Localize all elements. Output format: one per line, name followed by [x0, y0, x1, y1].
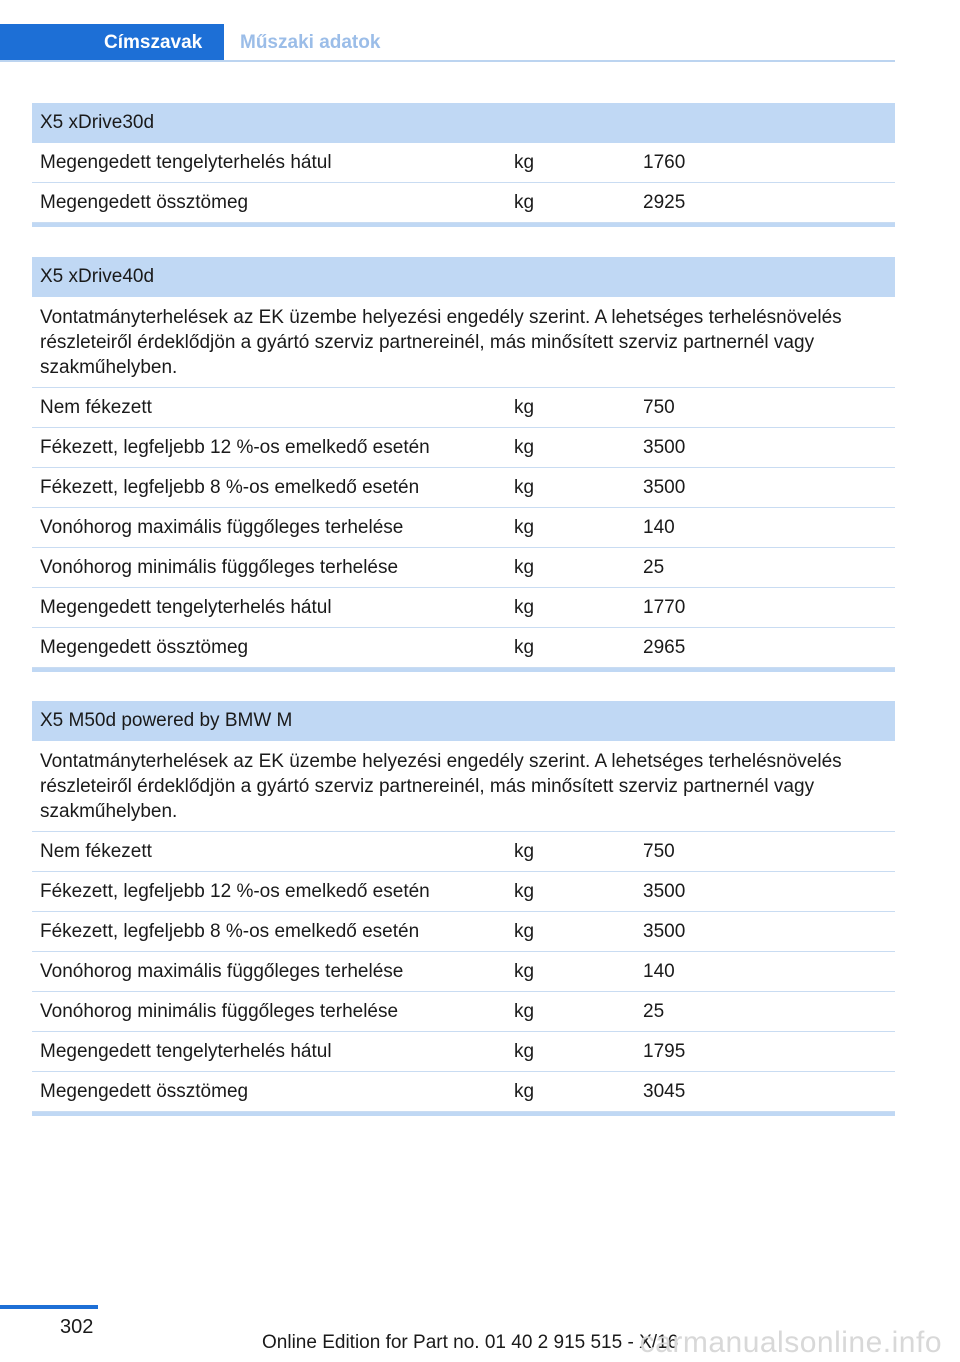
page-number: 302	[60, 1316, 94, 1338]
row-value: 2925	[643, 192, 686, 213]
table-title: X5 xDrive30d	[32, 103, 895, 143]
row-value: 3500	[643, 921, 686, 942]
row-label: Nem fékezett	[40, 397, 152, 418]
table-row	[32, 992, 895, 1032]
row-unit: kg	[514, 152, 535, 173]
row-label: Fékezett, legfeljebb 8 %-os emelkedő esetén	[40, 477, 420, 498]
row-unit: kg	[514, 437, 535, 458]
row-unit: kg	[514, 1001, 535, 1022]
table-row	[32, 183, 895, 223]
row-unit: kg	[514, 637, 535, 658]
row-unit: kg	[514, 597, 535, 618]
row-value: 3500	[643, 477, 686, 498]
spec-table-xdrive40d	[32, 257, 895, 672]
table-row	[32, 143, 895, 183]
tab-cimszavak[interactable]: Címszavak	[0, 24, 224, 62]
page-number-bar	[0, 1305, 98, 1309]
row-label: Megengedett tengelyterhelés hátul	[40, 152, 332, 173]
row-label: Nem fékezett	[40, 841, 152, 862]
row-label: Fékezett, legfeljebb 8 %-os emelkedő esetén	[40, 921, 420, 942]
row-value: 25	[643, 557, 665, 578]
table-title: X5 M50d powered by BMW M	[32, 701, 895, 741]
row-label: Vonóhorog maximális függőleges terhelése	[40, 961, 404, 982]
table-row	[32, 428, 895, 468]
row-value: 2965	[643, 637, 686, 658]
row-value: 1760	[643, 152, 686, 173]
row-value: 1770	[643, 597, 686, 618]
row-value: 750	[643, 841, 675, 862]
table-row	[32, 912, 895, 952]
table-row	[32, 588, 895, 628]
row-unit: kg	[514, 1081, 535, 1102]
row-label: Megengedett össztömeg	[40, 637, 249, 658]
row-unit: kg	[514, 397, 535, 418]
table-row	[32, 388, 895, 428]
spec-table-m50d	[32, 701, 895, 1116]
table-row	[32, 548, 895, 588]
row-unit: kg	[514, 192, 535, 213]
row-label: Fékezett, legfeljebb 12 %-os emelkedő esetén	[40, 437, 430, 458]
table-note: Vontatmányterhelések az EK üzembe helyezési engedély szerint. A lehetséges terhelésnövelés részleteiről érdeklődjön a gyártó szerviz partnereinél, más minősített szerviz partnernél vagy szakműhelyben.	[32, 741, 895, 832]
row-label: Vonóhorog minimális függőleges terhelése	[40, 557, 399, 578]
tab-muszaki-adatok[interactable]: Műszaki adatok	[240, 32, 381, 53]
header-bar	[0, 24, 895, 62]
table-row	[32, 952, 895, 992]
watermark: carmanualsonline.info	[639, 1326, 942, 1359]
footer-edition: Online Edition for Part no. 01 40 2 915 515 - X/16	[262, 1332, 679, 1353]
table-row	[32, 832, 895, 872]
row-unit: kg	[514, 881, 535, 902]
table-row	[32, 872, 895, 912]
row-label: Vonóhorog minimális függőleges terhelése	[40, 1001, 399, 1022]
table-note: Vontatmányterhelések az EK üzembe helyezési engedély szerint. A lehetséges terhelésnövelés részleteiről érdeklődjön a gyártó szerviz partnereinél, más minősített szerviz partnernél vagy szakműhelyben.	[32, 297, 895, 388]
row-label: Megengedett össztömeg	[40, 1081, 249, 1102]
row-value: 140	[643, 517, 675, 538]
row-unit: kg	[514, 1041, 535, 1062]
row-value: 3500	[643, 437, 686, 458]
row-value: 25	[643, 1001, 665, 1022]
row-value: 3045	[643, 1081, 686, 1102]
row-value: 140	[643, 961, 675, 982]
row-label: Megengedett össztömeg	[40, 192, 249, 213]
table-row	[32, 468, 895, 508]
row-value: 750	[643, 397, 675, 418]
table-row	[32, 1032, 895, 1072]
table-row	[32, 508, 895, 548]
row-label: Megengedett tengelyterhelés hátul	[40, 597, 332, 618]
row-unit: kg	[514, 921, 535, 942]
row-unit: kg	[514, 961, 535, 982]
row-unit: kg	[514, 517, 535, 538]
spec-table-xdrive30d	[32, 103, 895, 227]
row-unit: kg	[514, 841, 535, 862]
row-label: Megengedett tengelyterhelés hátul	[40, 1041, 332, 1062]
table-row	[32, 628, 895, 668]
row-label: Vonóhorog maximális függőleges terhelése	[40, 517, 404, 538]
table-row	[32, 1072, 895, 1112]
row-value: 1795	[643, 1041, 686, 1062]
row-label: Fékezett, legfeljebb 12 %-os emelkedő esetén	[40, 881, 430, 902]
row-unit: kg	[514, 557, 535, 578]
table-title: X5 xDrive40d	[32, 257, 895, 297]
header-divider	[0, 60, 895, 62]
row-value: 3500	[643, 881, 686, 902]
row-unit: kg	[514, 477, 535, 498]
